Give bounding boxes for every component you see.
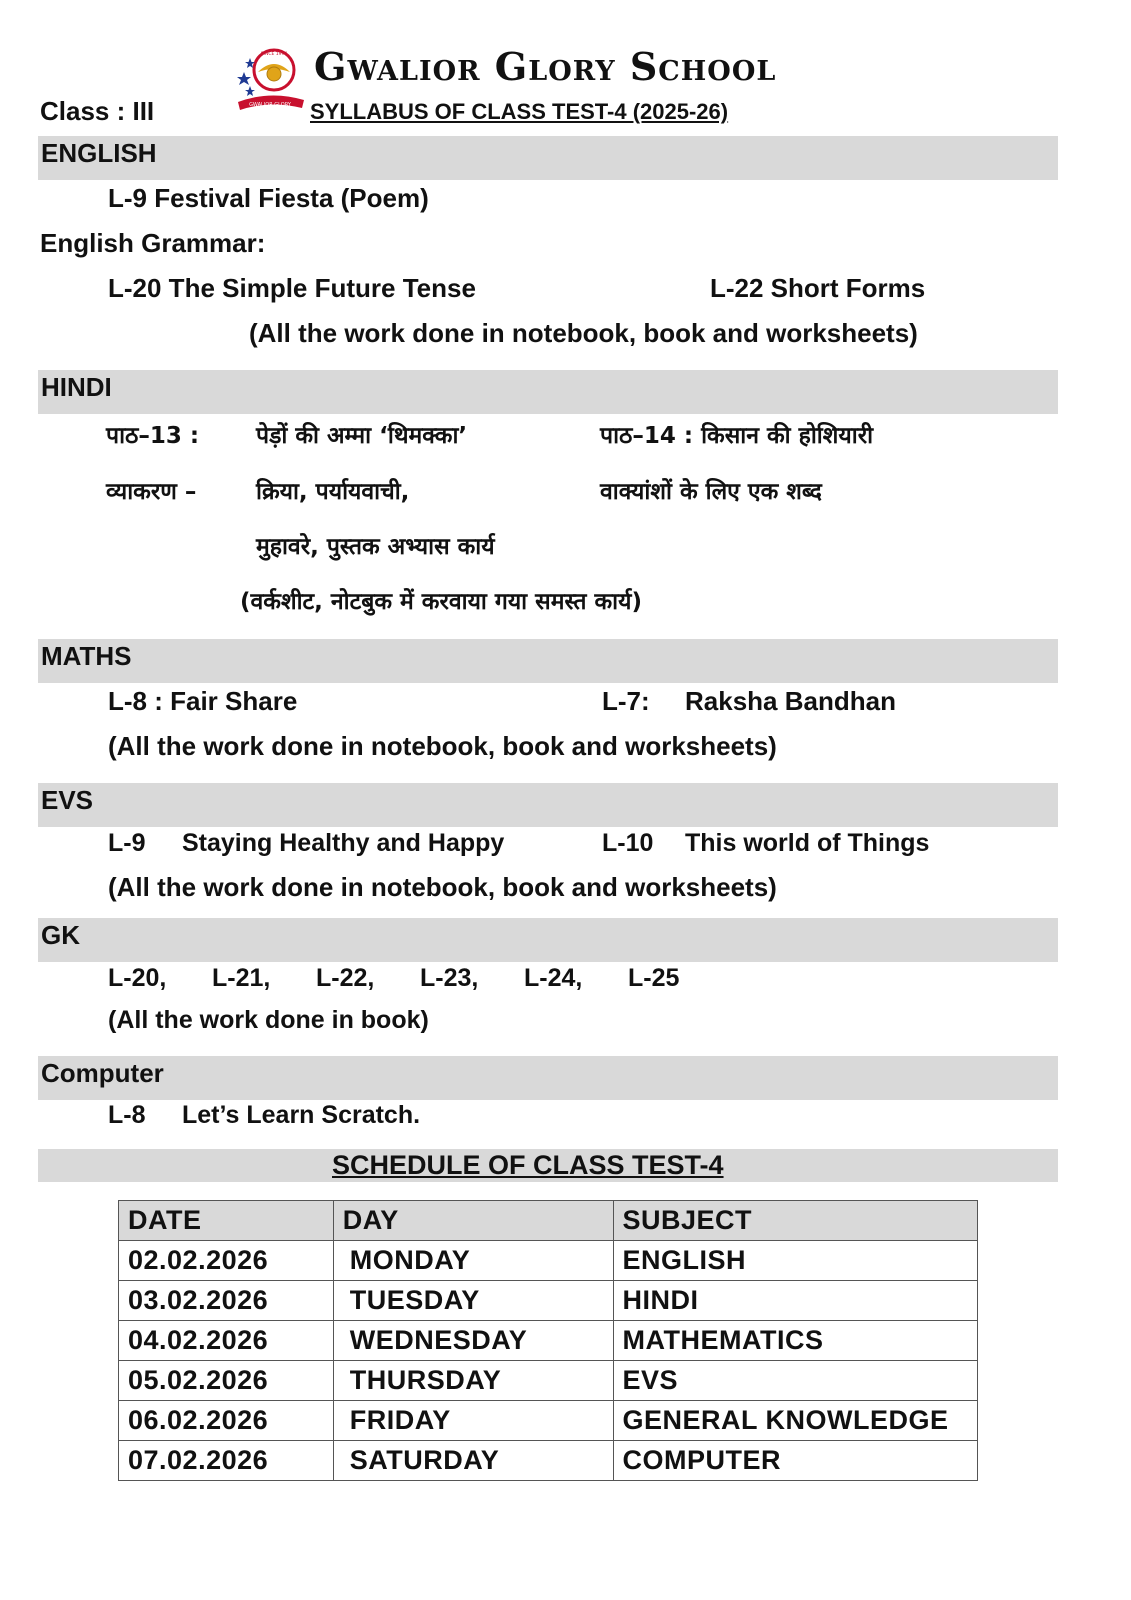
evs-lesson-b-title: This world of Things (685, 829, 930, 857)
table-row (119, 1321, 978, 1361)
evs-lesson-a-title: Staying Healthy and Happy (182, 829, 505, 857)
hindi-heading: HINDI (41, 372, 112, 402)
gk-lesson: L-21, (212, 964, 271, 992)
english-section-band (38, 136, 1058, 180)
subject-cell: EVS (613, 1361, 978, 1401)
day-cell: TUESDAY (333, 1281, 613, 1321)
evs-lesson-a-num: L-9 (108, 829, 146, 857)
maths-note: (All the work done in notebook, book and worksheets) (108, 731, 777, 761)
hindi-path14: पाठ–14 : किसान की होशियारी (600, 423, 874, 449)
gk-lesson: L-23, (420, 964, 479, 992)
english-lesson: L-9 Festival Fiesta (Poem) (108, 183, 429, 213)
hindi-note: (वर्कशीट, नोटबुक में करवाया गया समस्त कार्य) (240, 589, 642, 615)
date-cell: 07.02.2026 (119, 1441, 334, 1481)
maths-lesson-a: L-8 : Fair Share (108, 686, 298, 716)
hindi-vyakaran-label: व्याकरण – (106, 479, 197, 505)
table-row (119, 1241, 978, 1281)
subject-cell: COMPUTER (613, 1441, 978, 1481)
table-row (119, 1361, 978, 1401)
hindi-vyakaran-b: वाक्यांशों के लिए एक शब्द (600, 479, 822, 505)
english-heading: ENGLISH (41, 138, 157, 168)
hindi-vyakaran-c: मुहावरे, पुस्तक अभ्यास कार्य (256, 534, 495, 560)
column-header-subject: SUBJECT (613, 1201, 978, 1241)
english-grammar-lesson-b: L-22 Short Forms (710, 273, 926, 303)
date-cell: 05.02.2026 (119, 1361, 334, 1401)
subject-cell: ENGLISH (613, 1241, 978, 1281)
hindi-vyakaran-a: क्रिया, पर्यायवाची, (256, 479, 410, 505)
maths-lesson-b-num: L-7: (602, 686, 650, 716)
gk-section-band (38, 918, 1058, 962)
computer-section-band (38, 1056, 1058, 1100)
school-name: Gwalior Glory School (314, 44, 777, 89)
column-header-date: DATE (119, 1201, 334, 1241)
evs-heading: EVS (41, 785, 94, 815)
schedule-table (118, 1200, 978, 1481)
gk-lesson: L-20, (108, 964, 167, 992)
date-cell: 02.02.2026 (119, 1241, 334, 1281)
subject-cell: GENERAL KNOWLEDGE (613, 1401, 978, 1441)
gk-lesson: L-25 (628, 964, 680, 992)
hindi-path13-title: पेड़ों की अम्मा ‘थिमक्का’ (256, 423, 468, 449)
day-cell: THURSDAY (333, 1361, 613, 1401)
gk-heading: GK (41, 920, 80, 950)
table-row (119, 1281, 978, 1321)
evs-lesson-b-num: L-10 (602, 829, 654, 857)
subject-cell: HINDI (613, 1281, 978, 1321)
subject-cell: MATHEMATICS (613, 1321, 978, 1361)
date-cell: 06.02.2026 (119, 1401, 334, 1441)
svg-text:GWALIOR GLORY: GWALIOR GLORY (249, 102, 291, 108)
date-cell: 04.02.2026 (119, 1321, 334, 1361)
maths-heading: MATHS (41, 641, 132, 671)
computer-heading: Computer (41, 1058, 164, 1088)
hindi-path13-label: पाठ–13 : (106, 423, 200, 449)
school-logo-emblem (234, 42, 306, 118)
evs-section-band (38, 783, 1058, 827)
table-row (119, 1401, 978, 1441)
gk-note: (All the work done in book) (108, 1006, 429, 1034)
date-cell: 03.02.2026 (119, 1281, 334, 1321)
computer-lesson-title: Let’s Learn Scratch. (182, 1101, 421, 1129)
day-cell: MONDAY (333, 1241, 613, 1281)
english-note: (All the work done in notebook, book and worksheets) (249, 318, 918, 348)
maths-section-band (38, 639, 1058, 683)
day-cell: FRIDAY (333, 1401, 613, 1441)
computer-lesson-num: L-8 (108, 1101, 146, 1129)
evs-note: (All the work done in notebook, book and worksheets) (108, 872, 777, 902)
schedule-header-row (119, 1201, 978, 1241)
day-cell: WEDNESDAY (333, 1321, 613, 1361)
svg-text:SINCE 1994: SINCE 1994 (260, 52, 288, 57)
day-cell: SATURDAY (333, 1441, 613, 1481)
hindi-section-band (38, 370, 1058, 414)
maths-lesson-b-title: Raksha Bandhan (685, 686, 896, 716)
schedule-title: SCHEDULE OF CLASS TEST-4 (332, 1150, 724, 1180)
gk-lesson: L-22, (316, 964, 375, 992)
syllabus-title: SYLLABUS OF CLASS TEST-4 (2025-26) (310, 99, 729, 124)
english-grammar-lesson-a: L-20 The Simple Future Tense (108, 273, 476, 303)
english-grammar-heading: English Grammar: (40, 228, 266, 258)
table-row (119, 1441, 978, 1481)
gk-lesson: L-24, (524, 964, 583, 992)
class-label: Class : III (40, 96, 155, 126)
column-header-day: DAY (333, 1201, 613, 1241)
school-logo (234, 42, 306, 118)
